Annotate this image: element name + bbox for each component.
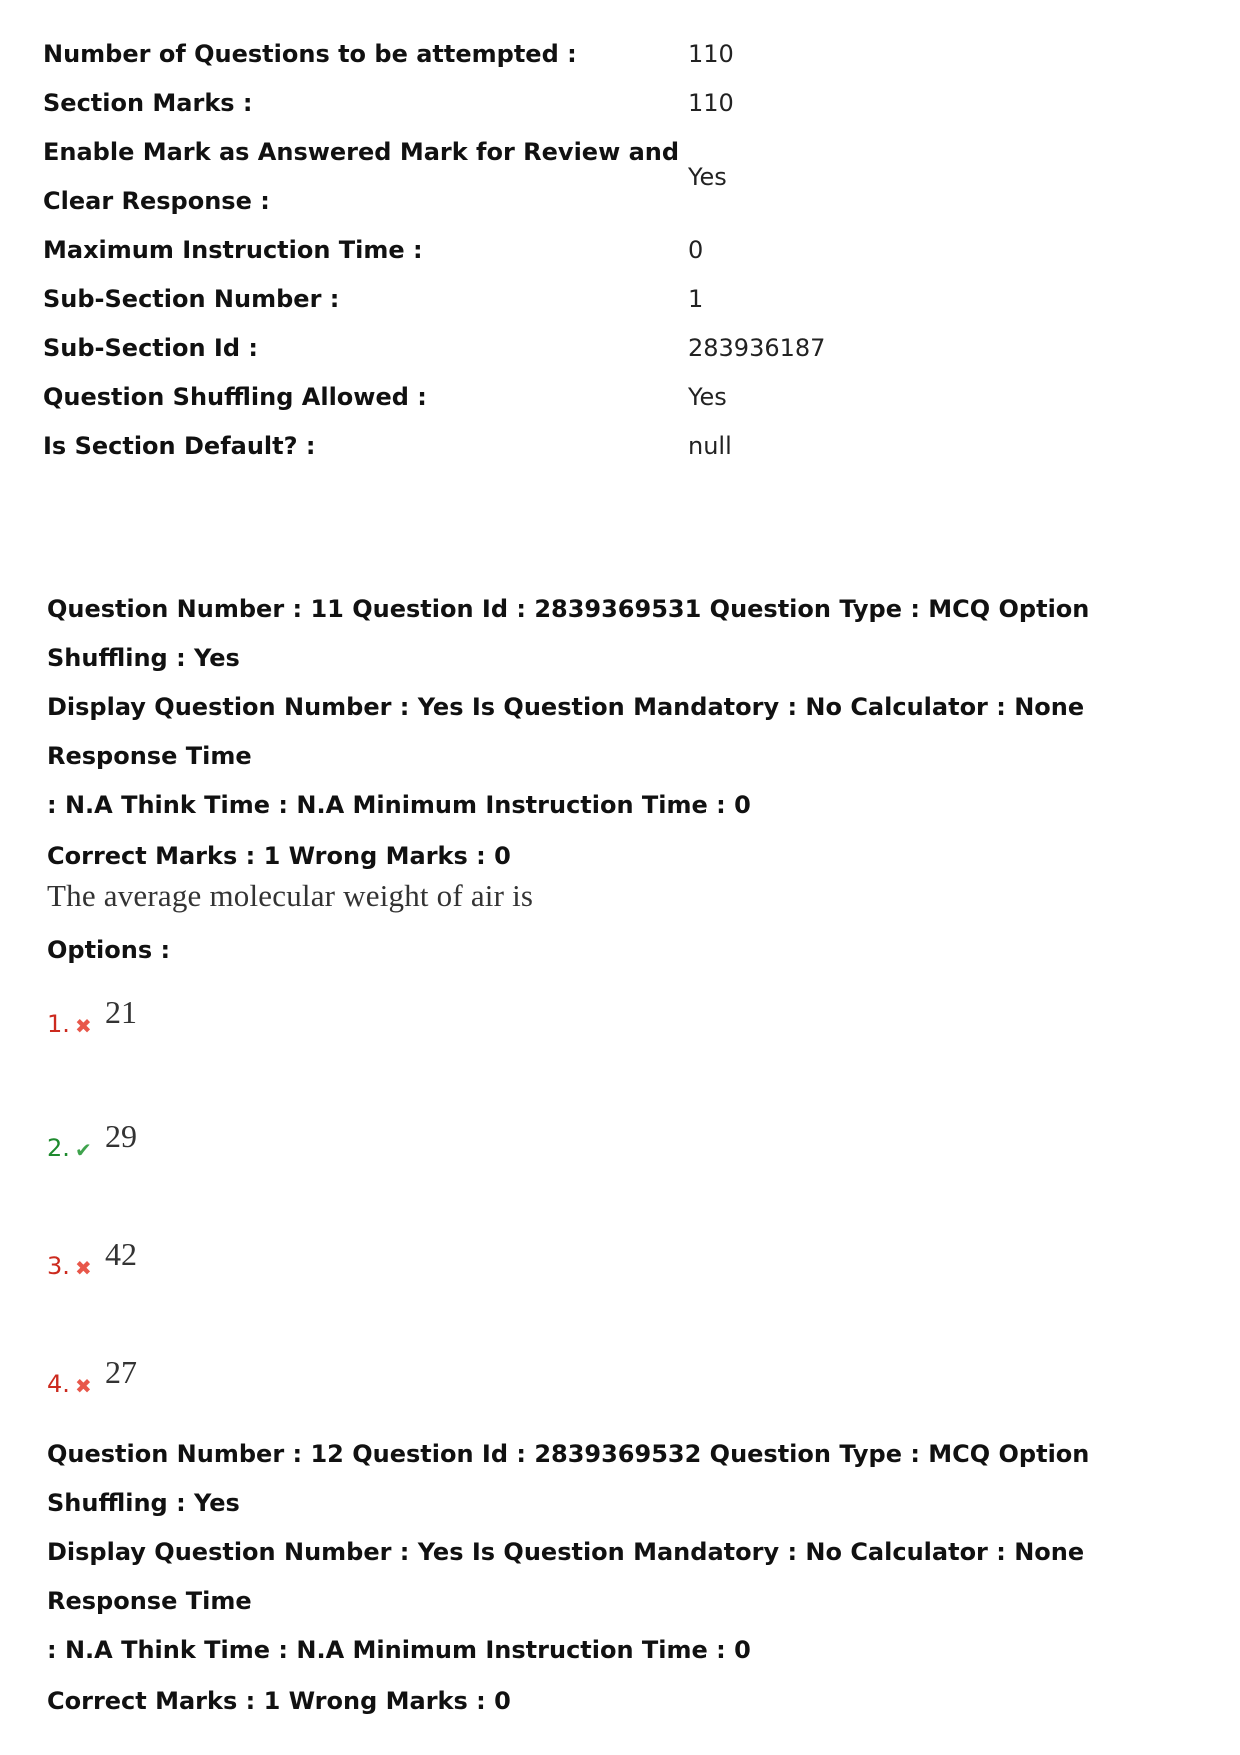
meta-row-section-marks (43, 79, 1193, 128)
cross-icon: ✖ (75, 1374, 92, 1398)
meta-label-line: Enable Mark as Answered Mark for Review and (43, 138, 680, 166)
meta-value: Yes (688, 162, 727, 191)
meta-row-enable-mark-answered (43, 128, 1193, 226)
option-text: 29 (105, 1118, 137, 1154)
meta-label: Question Shuffling Allowed : (43, 383, 427, 411)
meta-label (43, 128, 688, 226)
question-header (47, 585, 1197, 830)
option-1 (47, 994, 1197, 1038)
question-block-12 (47, 1430, 1197, 1721)
meta-row-questions-to-attempt (43, 30, 1193, 79)
meta-row-question-shuffling (43, 373, 1193, 422)
meta-row-sub-section-number (43, 275, 1193, 324)
option-text: 21 (105, 994, 137, 1030)
meta-value: 0 (688, 236, 704, 264)
cross-icon: ✖ (75, 1014, 92, 1038)
option-text: 42 (105, 1236, 137, 1272)
meta-label: Maximum Instruction Time : (43, 236, 423, 264)
question-header-line: Display Question Number : Yes Is Question Mandatory : No Calculator : None Response Time (47, 1538, 1085, 1615)
question-header-line: Display Question Number : Yes Is Question Mandatory : No Calculator : None Response Time (47, 693, 1085, 770)
option-number: 1. (47, 1010, 70, 1038)
meta-value: Yes (688, 383, 727, 411)
question-header-line: : N.A Think Time : N.A Minimum Instruction Time : 0 (47, 791, 751, 819)
meta-label: Is Section Default? : (43, 432, 316, 460)
meta-row-section-default (43, 422, 1193, 471)
question-text: The average molecular weight of air is (47, 878, 534, 913)
question-header-line: : N.A Think Time : N.A Minimum Instruction Time : 0 (47, 1636, 751, 1664)
meta-value: 110 (688, 40, 734, 68)
cross-icon: ✖ (75, 1256, 92, 1280)
question-marks: Correct Marks : 1 Wrong Marks : 0 (47, 842, 511, 870)
option-number: 2. (47, 1134, 70, 1162)
meta-value: 1 (688, 285, 704, 313)
options-label: Options : (47, 936, 171, 964)
question-header-line: Question Number : 11 Question Id : 2839369531 Question Type : MCQ Option Shuffling : Yes (47, 595, 1090, 672)
meta-value: 110 (688, 89, 734, 117)
option-number: 4. (47, 1370, 70, 1398)
meta-value: null (688, 432, 732, 460)
option-4 (47, 1354, 1197, 1398)
meta-label: Sub-Section Id : (43, 334, 258, 362)
section-meta-table (43, 30, 1193, 471)
meta-value: 283936187 (688, 334, 826, 362)
meta-row-max-instruction-time (43, 226, 1193, 275)
meta-row-sub-section-id (43, 324, 1193, 373)
meta-label: Sub-Section Number : (43, 285, 340, 313)
option-number: 3. (47, 1252, 70, 1280)
option-text: 27 (105, 1354, 137, 1390)
option-2 (47, 1118, 1197, 1162)
question-block-11 (47, 585, 1197, 1398)
question-marks: Correct Marks : 1 Wrong Marks : 0 (47, 1687, 511, 1715)
meta-label: Number of Questions to be attempted : (43, 40, 577, 68)
check-icon: ✔ (75, 1138, 92, 1162)
question-header (47, 1430, 1197, 1675)
meta-label: Section Marks : (43, 89, 253, 117)
meta-label-line: Clear Response : (43, 187, 270, 215)
question-header-line: Question Number : 12 Question Id : 2839369532 Question Type : MCQ Option Shuffling : Yes (47, 1440, 1090, 1517)
option-3 (47, 1236, 1197, 1280)
